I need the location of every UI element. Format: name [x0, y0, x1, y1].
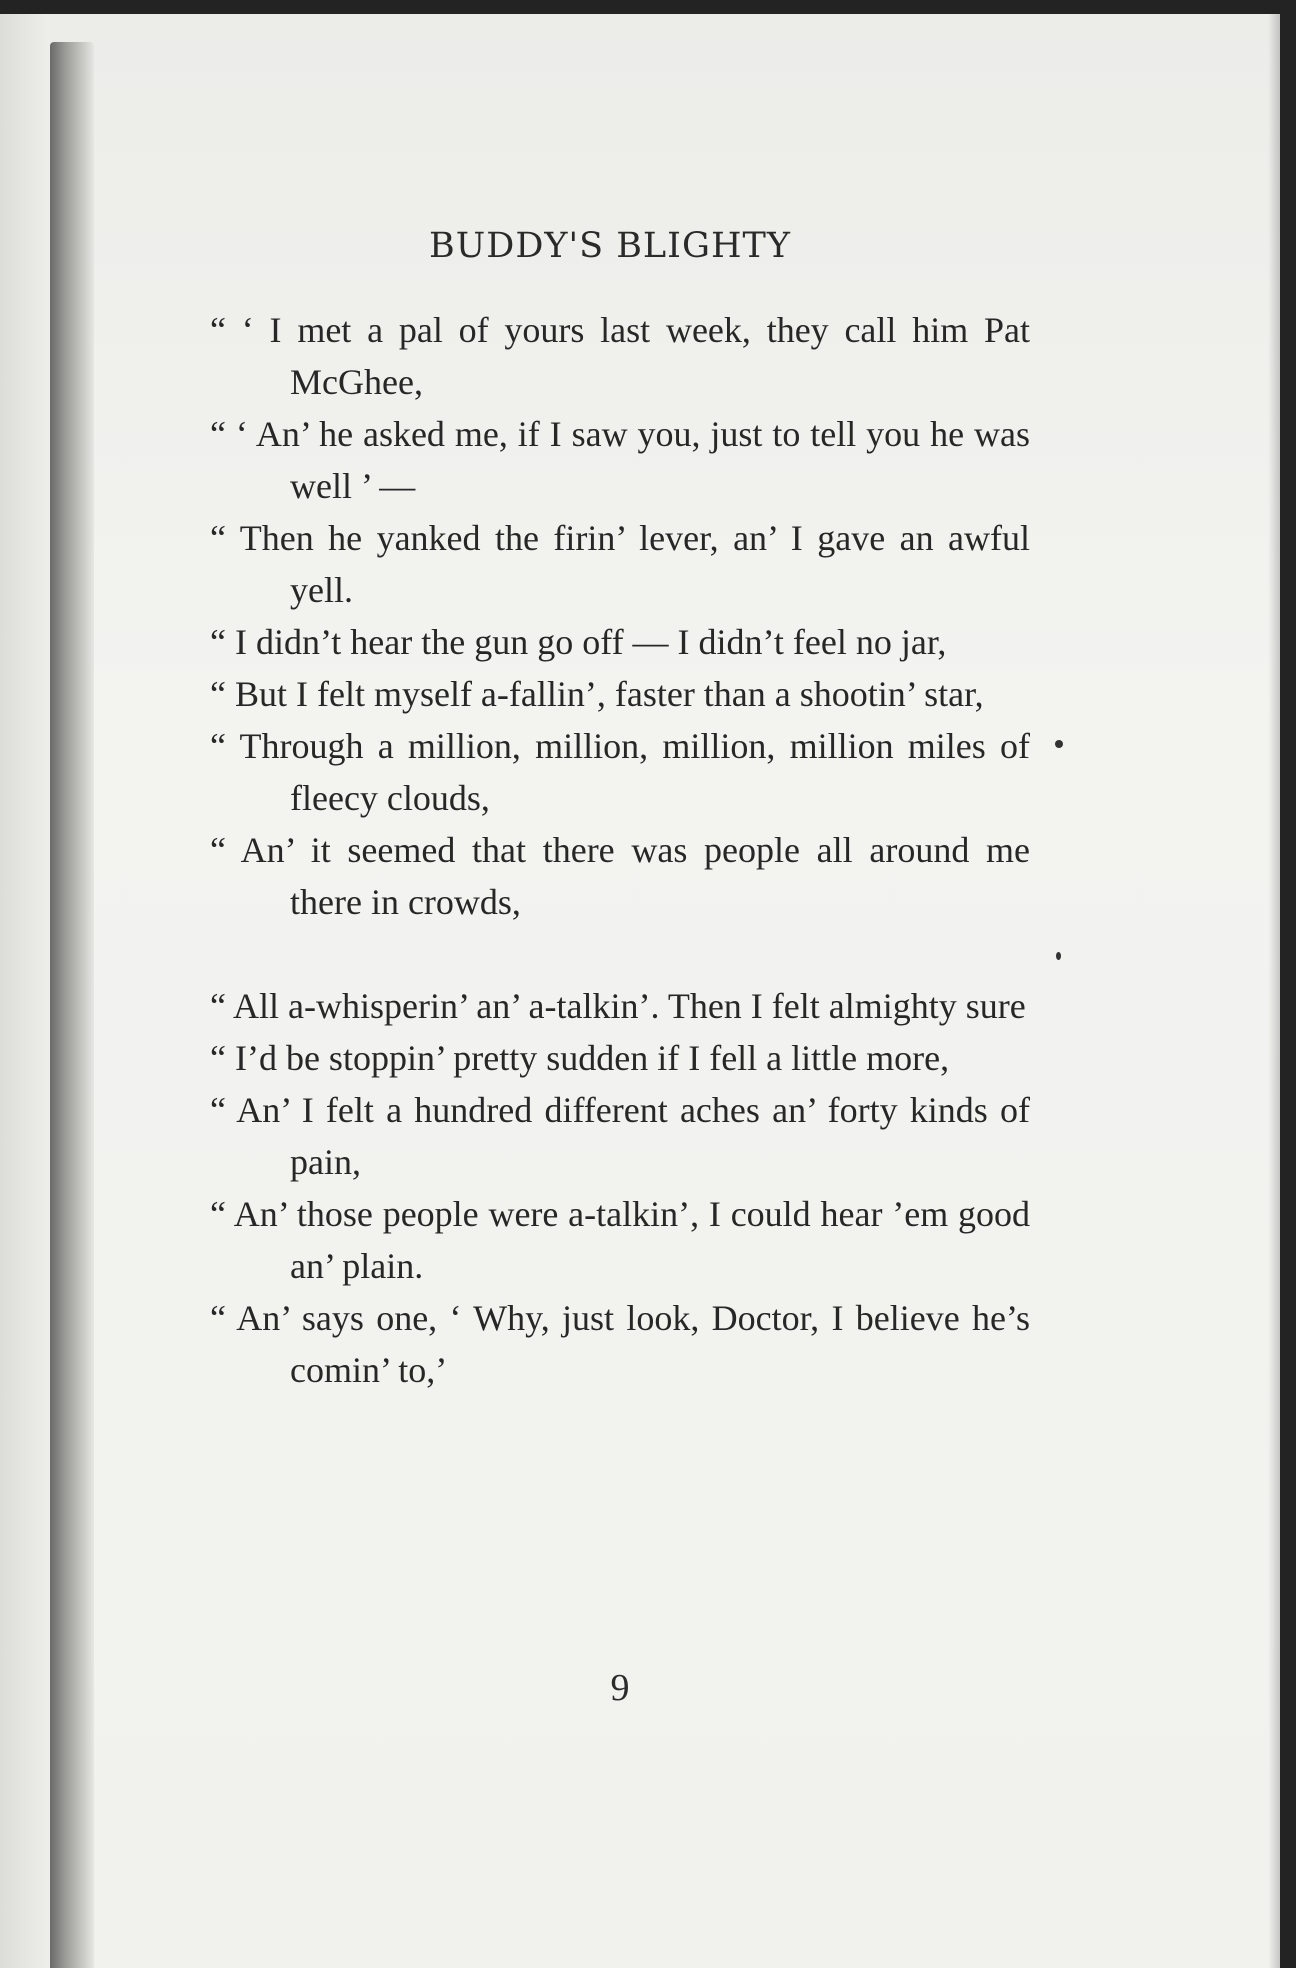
stanza	[210, 304, 1030, 928]
verse-line: “ All a-whisperin’ an’ a-talkin’. Then I felt almighty sure	[210, 986, 1026, 1026]
stanza-break	[210, 928, 1030, 980]
verse-line: “ ‘ An’ he asked me, if I saw you, just to tell you he was well ’ —	[210, 414, 1030, 506]
page-edge-shadow	[1268, 14, 1280, 1968]
verse-line: “ I didn’t hear the gun go off — I didn’t feel no jar,	[210, 622, 947, 662]
stanza	[210, 980, 1030, 1396]
verse-line: “ Through a million, million, million, million miles of fleecy clouds,	[210, 726, 1030, 818]
verse-line: “ An’ I felt a hundred different aches an’ forty kinds of pain,	[210, 1090, 1030, 1182]
book-page	[0, 14, 1280, 1968]
page-number: 9	[610, 1667, 630, 1709]
verse-line: “ An’ says one, ‘ Why, just look, Doctor, I believe he’s comin’ to,’	[210, 1298, 1030, 1390]
running-head: BUDDY'S BLIGHTY	[429, 226, 791, 266]
page-gutter	[0, 14, 50, 1968]
poem-body	[210, 304, 1030, 1396]
ink-speck	[1056, 952, 1061, 960]
ink-speck	[1055, 740, 1063, 748]
verse-line: “ ‘ I met a pal of yours last week, they call him Pat McGhee,	[210, 310, 1030, 402]
verse-line: “ An’ those people were a-talkin’, I could hear ’em good an’ plain.	[210, 1194, 1030, 1286]
book-binding-shadow	[50, 42, 94, 1968]
verse-line: “ An’ it seemed that there was people all around me there in crowds,	[210, 830, 1030, 922]
verse-line: “ But I felt myself a-fallin’, faster than a shootin’ star,	[210, 674, 984, 714]
verse-line: “ I’d be stoppin’ pretty sudden if I fell a little more,	[210, 1038, 950, 1078]
verse-line: “ Then he yanked the firin’ lever, an’ I gave an awful yell.	[210, 518, 1030, 610]
